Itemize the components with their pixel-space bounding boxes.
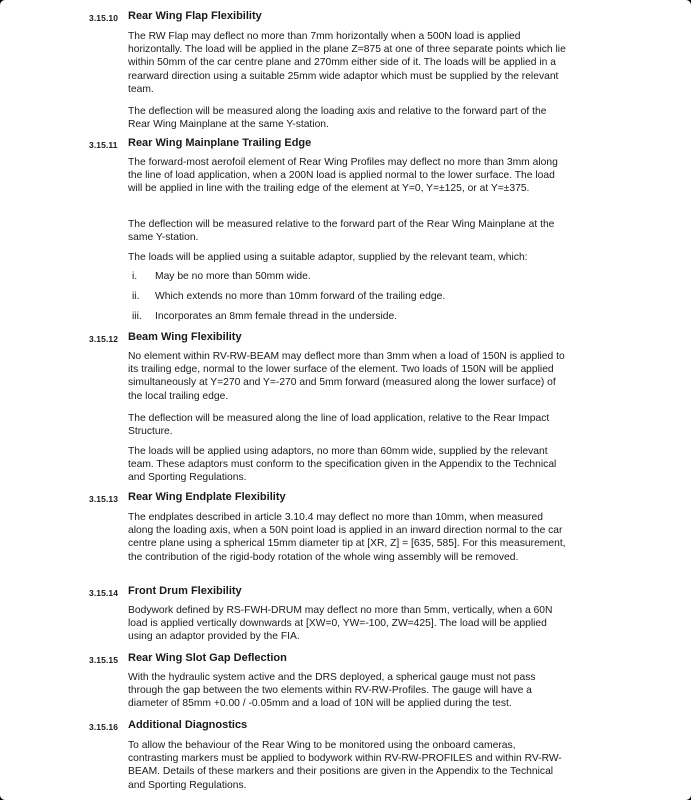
article-3-15-12 xyxy=(0,331,691,484)
paragraph: To allow the behaviour of the Rear Wing to be monitored using the onboard cameras, contrasting markers must be applied to bodywork within RV-RW-PROFILES and within RV-RW-BEAM. Details of these markers and their positions are given in the Appendix to the Technical and Sporting Regulations. xyxy=(128,740,562,791)
list-text: Incorporates an 8mm female thread in the underside. xyxy=(155,311,398,322)
article-number: 3.15.16 xyxy=(89,722,119,732)
paragraph: The deflection will be measured relative to the forward part of the Rear Wing Mainplane at the same Y-station. xyxy=(128,219,555,244)
article-heading xyxy=(0,491,691,509)
article-title: Rear Wing Mainplane Trailing Edge xyxy=(128,137,312,149)
article-number: 3.15.11 xyxy=(89,140,118,150)
list-marker: i. xyxy=(132,271,138,282)
article-title: Rear Wing Flap Flexibility xyxy=(128,10,262,22)
article-3-15-10 xyxy=(0,10,691,131)
article-number: 3.15.12 xyxy=(89,334,119,344)
paragraph: The RW Flap may deflect no more than 7mm horizontally when a 500N load is applied horizontally. The load will be applied in the plane Z=875 at one of three separate points which lie within 50mm of the car centre plane and 270mm either side of it. The loads will be applied in a rearward direction using a suitable 25mm wide adaptor which must be supplied by the relevant team. xyxy=(128,31,566,95)
article-number: 3.15.13 xyxy=(89,494,119,504)
article-heading xyxy=(0,331,691,349)
article-3-15-11 xyxy=(0,137,691,322)
article-heading xyxy=(0,10,691,28)
list-marker: iii. xyxy=(132,311,142,322)
paragraph: The deflection will be measured along the line of load application, relative to the Rear Impact Structure. xyxy=(128,413,550,438)
article-title: Rear Wing Slot Gap Deflection xyxy=(128,652,287,664)
article-title: Rear Wing Endplate Flexibility xyxy=(128,491,286,503)
article-3-15-15 xyxy=(0,652,691,710)
paragraph: The forward-most aerofoil element of Rear Wing Profiles may deflect no more than 3mm along the line of load application, when a 200N load is applied normal to the lower surface. The load will be applied in line with the trailing edge of the element at Y=0, Y=±125, or at Y=±375. xyxy=(128,157,558,195)
article-heading xyxy=(0,719,691,737)
paragraph: The deflection will be measured along the loading axis and relative to the forward part of the Rear Wing Mainplane at the same Y-station. xyxy=(128,106,547,131)
paragraph: The loads will be applied using adaptors, no more than 60mm wide, supplied by the relevant team. These adaptors must conform to the specification given in the Appendix to the Technical and Sporting Regulations. xyxy=(128,446,557,484)
article-number: 3.15.15 xyxy=(89,655,119,665)
article-number: 3.15.10 xyxy=(89,13,119,23)
list-text: Which extends no more than 10mm forward of the trailing edge. xyxy=(155,291,446,302)
article-3-15-13 xyxy=(0,491,691,563)
paragraph: With the hydraulic system active and the DRS deployed, a spherical gauge must not pass through the gap between the two elements within RV-RW-Profiles. The gauge will have a diameter of 85mm +0.00 / -0.05mm and a load of 10N will be applied during the test. xyxy=(128,672,536,710)
article-title: Front Drum Flexibility xyxy=(128,585,242,597)
article-title: Additional Diagnostics xyxy=(128,719,248,731)
paragraph: The endplates described in article 3.10.4 may deflect no more than 10mm, when measured along the loading axis, when a 50N point load is applied in an inward direction normal to the car centre plane using a spherical 15mm diameter tip at [XR, Z] = [635, 585]. For this measurement, the contribution of the rigid-body rotation of the whole wing assembly will be removed. xyxy=(128,512,566,563)
article-heading xyxy=(0,585,691,603)
paragraph: No element within RV-RW-BEAM may deflect more than 3mm when a load of 150N is applied to its trailing edge, normal to the lower surface of the element. Two loads of 150N will be applied simultaneously at Y=270 and Y=-270 and 5mm forward (measured along the lower surface) of the local trailing edge. xyxy=(128,351,565,402)
article-heading xyxy=(0,137,691,155)
paragraph: The loads will be applied using a suitable adaptor, supplied by the relevant team, which: xyxy=(128,252,528,263)
article-3-15-14 xyxy=(0,585,691,643)
paragraph: Bodywork defined by RS-FWH-DRUM may deflect no more than 5mm, vertically, when a 60N load is applied vertically downwards at [XW=0, YW=-100, ZW=425]. The load will be applied using an adaptor provided by the FIA. xyxy=(128,605,553,643)
article-number: 3.15.14 xyxy=(89,588,119,598)
article-heading xyxy=(0,652,691,670)
article-title: Beam Wing Flexibility xyxy=(128,331,242,343)
article-3-15-16 xyxy=(0,719,691,791)
list-text: May be no more than 50mm wide. xyxy=(155,271,311,282)
list-marker: ii. xyxy=(132,291,140,302)
